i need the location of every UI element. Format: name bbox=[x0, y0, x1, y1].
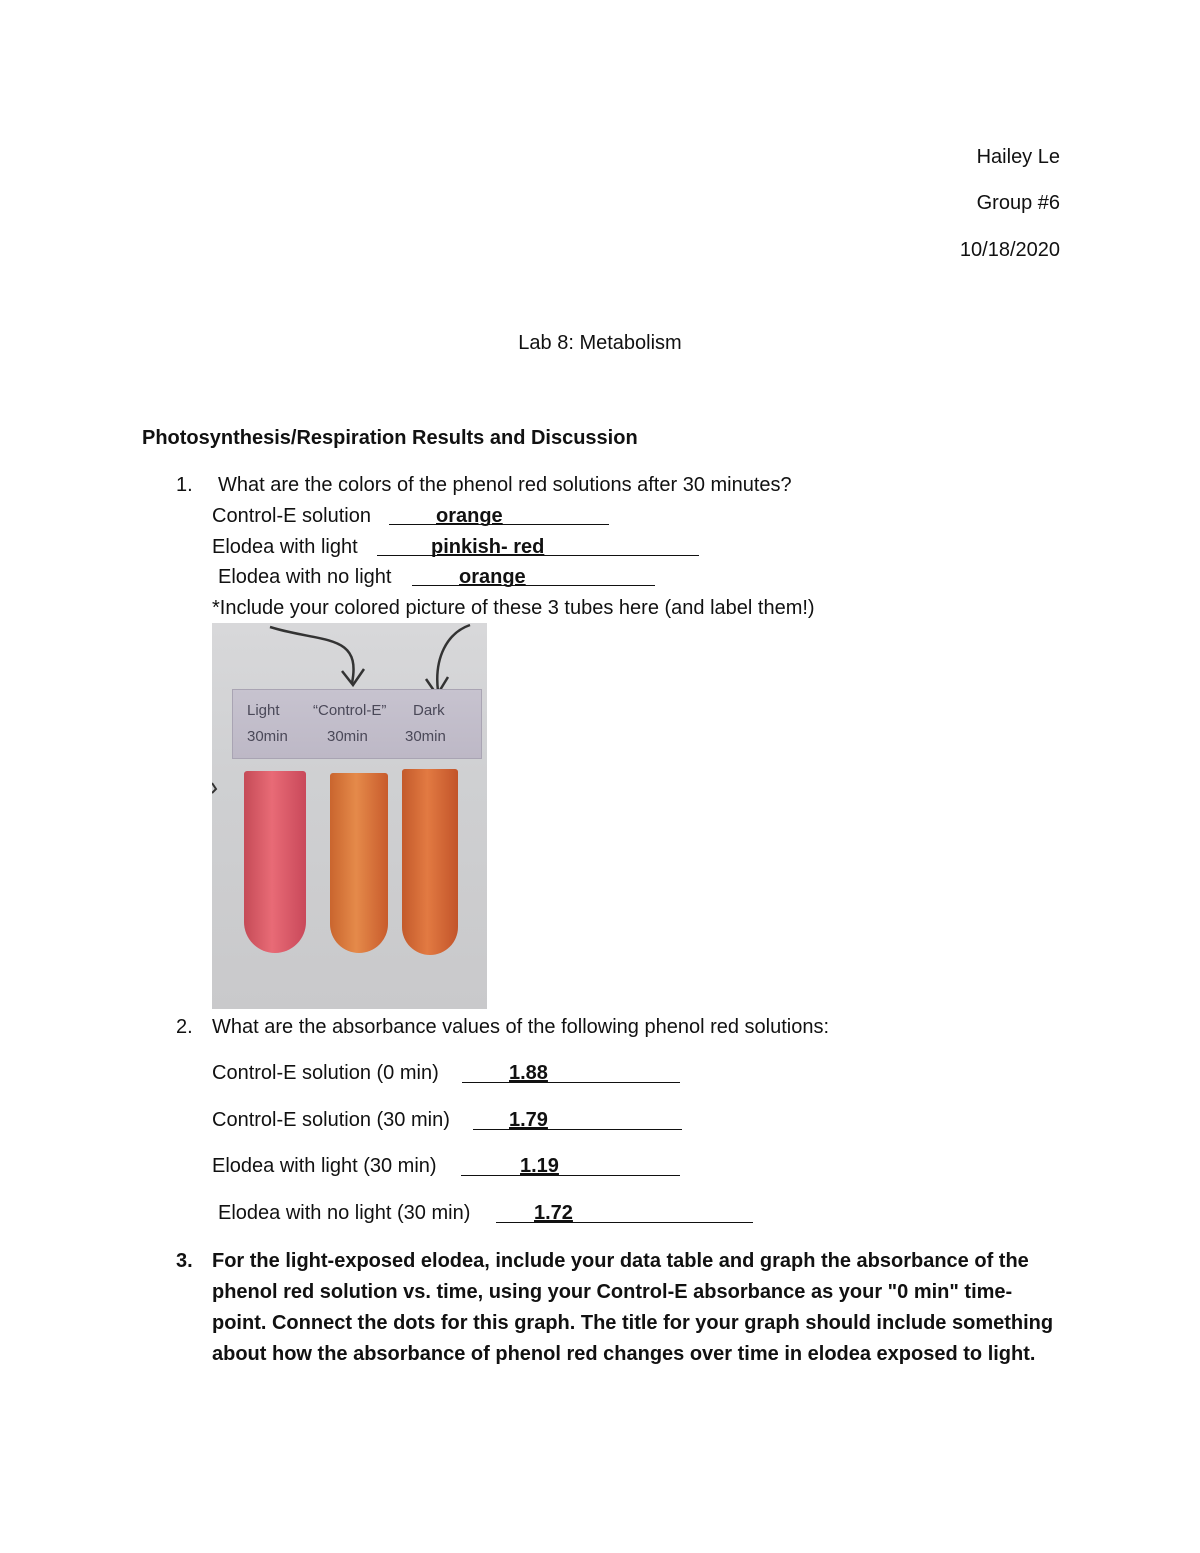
q3-number: 3. bbox=[176, 1250, 193, 1272]
group-number: Group #6 bbox=[976, 192, 1060, 214]
q2-dark-label: Elodea with no light (30 min) bbox=[218, 1202, 471, 1224]
tube-control-e bbox=[330, 773, 388, 953]
q3-text: For the light-exposed elodea, include your data table and graph the absorbance of the phenol red solution vs. time, using your Control-E absorbance as your "0 min" time-point. Connect the dots for this graph. The title for your graph should include something about how the absorbance of phenol red changes over time in elodea exposed to light. bbox=[212, 1250, 1054, 1365]
q2-number: 2. bbox=[176, 1016, 193, 1038]
arrow-curve-control bbox=[270, 627, 354, 683]
label-dark-bottom: 30min bbox=[405, 728, 446, 745]
student-name: Hailey Le bbox=[976, 146, 1060, 168]
q2-dark-answer: 1.72 bbox=[534, 1202, 573, 1224]
section-heading: Photosynthesis/Respiration Results and Discussion bbox=[142, 427, 638, 449]
q1-light-label: Elodea with light bbox=[212, 536, 358, 558]
q2-light-blank bbox=[461, 1175, 680, 1176]
q2-question: What are the absorbance values of the following phenol red solutions: bbox=[212, 1016, 830, 1038]
q1-light-answer: pinkish- red bbox=[431, 536, 545, 558]
label-light-bottom: 30min bbox=[247, 728, 288, 745]
tubes-photo bbox=[212, 623, 487, 1009]
label-dark-top: Dark bbox=[413, 702, 445, 719]
label-control-top: “Control-E” bbox=[313, 702, 387, 719]
tube-light bbox=[244, 771, 306, 953]
label-light-top: Light bbox=[247, 702, 280, 719]
arrow-curve-dark bbox=[437, 625, 470, 691]
q2-control0-label: Control-E solution (0 min) bbox=[212, 1062, 439, 1084]
q2-control30-blank bbox=[473, 1129, 682, 1130]
q1-dark-answer: orange bbox=[459, 566, 526, 588]
q2-control30-answer: 1.79 bbox=[509, 1109, 548, 1131]
q1-control-answer: orange bbox=[436, 505, 503, 527]
q1-question: What are the colors of the phenol red solutions after 30 minutes? bbox=[218, 474, 792, 496]
arrow-fragment bbox=[212, 783, 216, 793]
label-control-bottom: 30min bbox=[327, 728, 368, 745]
document-title: Lab 8: Metabolism bbox=[518, 332, 682, 354]
q2-light-answer: 1.19 bbox=[520, 1155, 559, 1177]
q1-number: 1. bbox=[176, 474, 193, 496]
q1-dark-blank bbox=[412, 585, 655, 586]
date: 10/18/2020 bbox=[959, 239, 1060, 261]
tube-dark bbox=[402, 769, 458, 955]
q1-dark-label: Elodea with no light bbox=[218, 566, 392, 588]
q1-control-label: Control-E solution bbox=[212, 505, 371, 527]
q2-light-label: Elodea with light (30 min) bbox=[212, 1155, 437, 1177]
tube-label-card bbox=[232, 689, 482, 759]
q2-control0-answer: 1.88 bbox=[509, 1062, 548, 1084]
q2-control30-label: Control-E solution (30 min) bbox=[212, 1109, 450, 1131]
q1-instruction: *Include your colored picture of these 3 tubes here (and label them!) bbox=[212, 597, 815, 619]
q2-control0-blank bbox=[462, 1082, 680, 1083]
